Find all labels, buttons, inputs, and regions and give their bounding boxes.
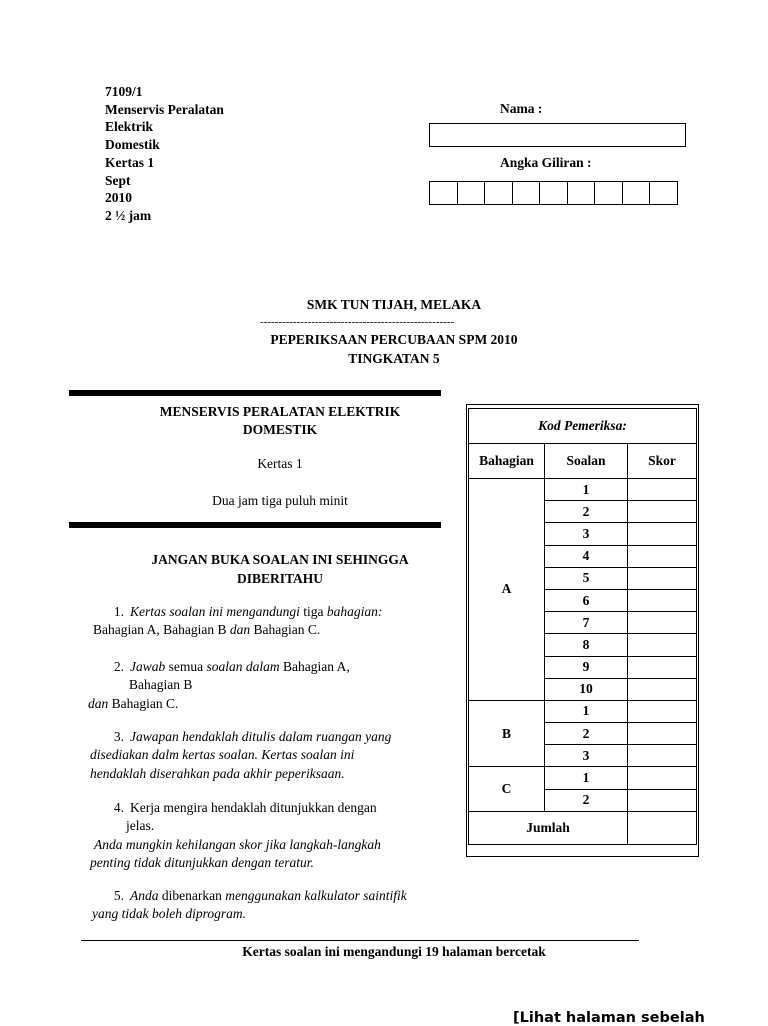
instruction-continuation [129,676,192,694]
instruction-text: dan [229,622,251,638]
instruction-text: soalan dalam [206,659,280,674]
score-cell[interactable] [628,501,697,523]
score-table-header: Soalan [545,444,628,479]
score-table-title: Kod Pemeriksa: [469,409,697,444]
angka-giliran-digit-box[interactable] [513,182,541,204]
instruction-item [96,658,350,676]
instruction-text: Jawab [130,659,166,674]
instruction-text: dan [88,695,109,711]
section-label: A [469,479,545,701]
footer-rule [81,940,639,941]
angka-giliran-digit-box[interactable] [595,182,623,204]
instruction-continuation [92,905,246,923]
question-number: 1 [545,767,628,789]
score-cell[interactable] [628,678,697,700]
question-number: 9 [545,656,628,678]
score-cell[interactable] [628,567,697,589]
instruction-text: bahagian: [326,604,383,619]
score-table-header: Skor [628,444,697,479]
instruction-number: 3. [113,729,124,744]
angka-giliran-digit-box[interactable] [430,182,458,204]
instruction-number: 2. [113,659,124,674]
instruction-continuation [90,746,354,764]
angka-giliran-digit-box[interactable] [458,182,486,204]
instruction-continuation [90,854,314,872]
instruction-text: Anda mungkin kehilangan skor jika langkah-langkah [94,836,381,852]
nama-field[interactable] [429,123,686,147]
score-cell[interactable] [628,789,697,811]
exam-year: 2010 [105,190,132,206]
question-number: 8 [545,634,628,656]
instruction-continuation [94,836,381,854]
angka-giliran-label: Angka Giliran : [500,155,592,170]
score-cell[interactable] [628,700,697,722]
question-number: 7 [545,612,628,634]
angka-giliran-field[interactable] [429,181,678,205]
question-number: 1 [545,479,628,501]
total-score-cell[interactable] [628,811,697,844]
instruction-text: dibenarkan [158,888,226,903]
warning-line1: JANGAN BUKA SOALAN INI SEHINGGA [151,552,409,567]
exam-title: PEPERIKSAAN PERCUBAAN SPM 2010 [270,332,518,347]
exam-duration: 2 ½ jam [105,207,152,223]
question-number: 1 [545,700,628,722]
instruction-continuation [90,765,345,783]
instruction-text: hendaklah diserahkan pada akhir peperiksaan. [90,765,345,781]
angka-giliran-digit-box[interactable] [623,182,651,204]
school-name: SMK TUN TIJAH, MELAKA [306,297,482,312]
instruction-text: Kertas soalan ini mengandungi [130,604,300,619]
question-number: 6 [545,589,628,611]
instruction-text: Anda [130,888,159,903]
question-number: 10 [545,678,628,700]
subject-line-1: Menservis Peralatan [105,101,224,117]
score-table [468,408,697,845]
instruction-text: yang tidak boleh diprogram. [92,906,246,922]
instruction-text: semua [165,659,207,674]
score-cell[interactable] [628,656,697,678]
form-title: TINGKATAN 5 [348,351,440,366]
score-cell[interactable] [628,589,697,611]
angka-giliran-digit-box[interactable] [650,182,678,204]
subject-title-line2: DOMESTIK [242,422,318,437]
instruction-text: Bahagian B [129,677,193,693]
score-cell[interactable] [628,723,697,745]
subject-line-3: Domestik [105,137,160,153]
subject-paper: Kertas 1 [257,456,303,471]
section-label: C [469,767,545,811]
instruction-number: 5. [113,888,124,903]
question-number: 2 [545,501,628,523]
next-page-note: [Lihat halaman sebelah [513,1010,705,1026]
instruction-text: Bahagian C. [108,695,179,711]
instruction-text: jelas. [126,818,155,834]
subject-title-line1: MENSERVIS PERALATAN ELEKTRIK [159,404,401,419]
question-number: 4 [545,545,628,567]
paper-number: Kertas 1 [105,154,155,170]
score-cell[interactable] [628,545,697,567]
score-cell[interactable] [628,479,697,501]
angka-giliran-digit-box[interactable] [540,182,568,204]
instruction-text: Bahagian A, [279,659,350,674]
page-count-note: Kertas soalan ini mengandungi 19 halaman bercetak [242,944,546,959]
warning-line2: DIBERITAHU [236,571,324,586]
section-label: B [469,700,545,767]
score-cell[interactable] [628,523,697,545]
question-number: 5 [545,567,628,589]
title-separator: ----------------------------------------------------- [260,316,455,328]
score-cell[interactable] [628,745,697,767]
instruction-continuation [88,695,178,713]
instruction-text: Bahagian A, Bahagian B [93,622,230,638]
score-cell[interactable] [628,767,697,789]
subject-duration: Dua jam tiga puluh minit [212,493,348,508]
instruction-continuation [93,621,320,639]
instruction-item [96,887,407,905]
question-number: 2 [545,723,628,745]
question-number: 2 [545,789,628,811]
angka-giliran-digit-box[interactable] [568,182,596,204]
instruction-text: disediakan dalm kertas soalan. Kertas soalan ini [90,747,355,763]
instruction-number: 4. [113,800,124,815]
score-table-header: Bahagian [469,444,545,479]
question-number: 3 [545,523,628,545]
score-cell[interactable] [628,634,697,656]
total-label: Jumlah [469,811,628,844]
instruction-number: 1. [113,604,124,619]
bottom-rule [69,522,441,528]
instruction-text: penting tidak ditunjukkan dengan teratur. [90,854,314,870]
paper-code: 7109/1 [105,84,143,99]
instruction-item [96,799,377,817]
exam-month: Sept [105,172,131,188]
nama-label: Nama : [500,101,543,116]
instruction-item [96,728,391,746]
instruction-text: tiga [299,604,327,619]
question-number: 3 [545,745,628,767]
instruction-text: Bahagian C. [250,622,321,638]
angka-giliran-digit-box[interactable] [485,182,513,204]
instruction-continuation [126,817,154,835]
top-rule [69,390,441,396]
instruction-text: Kerja mengira hendaklah ditunjukkan dengan [130,800,377,815]
score-cell[interactable] [628,612,697,634]
subject-line-2: Elektrik [105,119,154,135]
instruction-text: Jawapan hendaklah ditulis dalam ruangan yang [130,729,392,744]
paper-info-block [105,83,224,225]
instruction-text: menggunakan kalkulator saintifik [225,888,407,903]
instruction-item [96,603,382,621]
